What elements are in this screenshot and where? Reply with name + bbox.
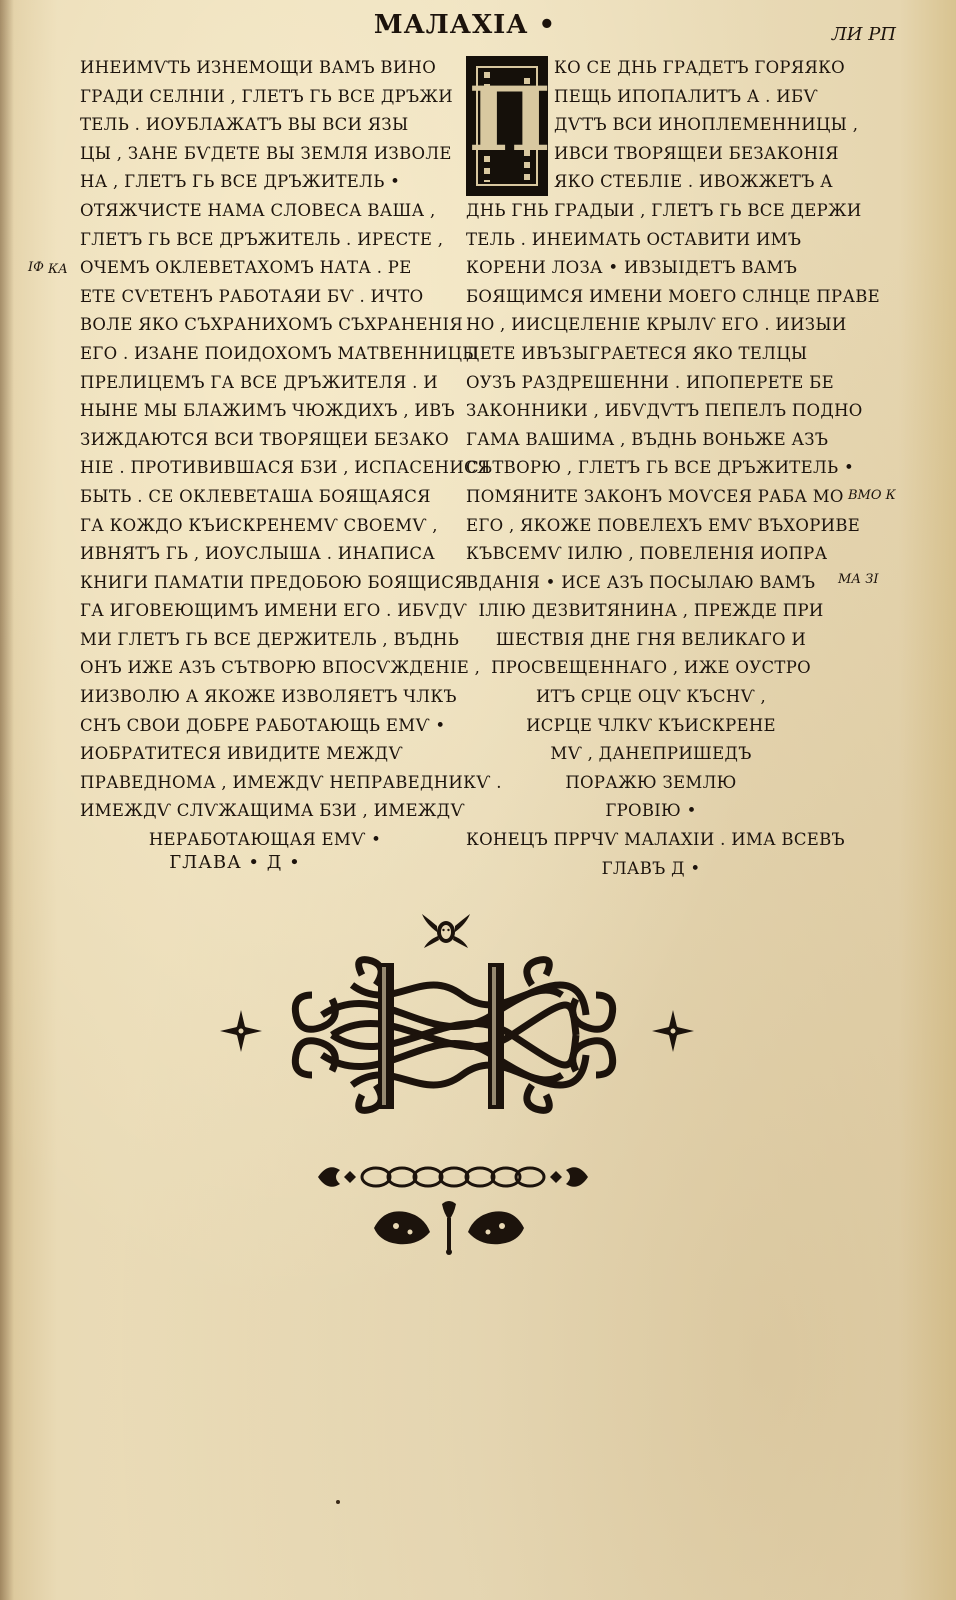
margin-note-left-1: ІФ <box>28 260 44 275</box>
text-line: ДЕТЕ ИВЪЗЫГРАЕТЕСЯ ЯКО ТЕЛЦЫ <box>466 343 808 363</box>
knotwork-ornament <box>292 955 616 1115</box>
text-line: БЫТЬ . СЕ ОКЛЕВЕТАША БОЯЩАЯСЯ <box>80 486 431 506</box>
text-line: ЗИЖДАЮТСЯ ВСИ ТВОРЯЩЕИ БЕЗАКО <box>80 429 449 449</box>
text-line: БОЯЩИМСЯ ИМЕНИ МОЕГО СЛНЦЕ ПРАВЕ <box>466 286 881 306</box>
text-line: ПЕЩЬ ИПОПАЛИТЪ А . ИБѴ <box>554 86 818 106</box>
rosette-ornament-right <box>652 1010 694 1052</box>
text-line: ЗАКОННИКИ , ИБѴДѴТЪ ПЕПЕЛЪ ПОДНО <box>466 401 863 421</box>
text-line: ЕГО . ИЗАНЕ ПОИДОХОМЪ МАТВЕННИЦЫ <box>80 343 479 363</box>
text-line: ГА КОЖДО КЪИСКРЕНЕМѴ СВОЕМѴ , <box>80 515 438 535</box>
drop-cap-letter: П <box>468 67 552 171</box>
margin-note-right-1: ВМО К <box>848 488 896 503</box>
margin-note-right-2: МА ЗІ <box>838 572 879 587</box>
text-line: НЕРАБОТАЮЩАЯ ЕМѴ • <box>148 830 382 850</box>
margin-note-left-2: КА <box>48 262 68 277</box>
text-line: ИТЪ СРЦЕ ОЦѴ КЪСНѴ , <box>535 687 767 707</box>
colophon-line: ГЛАВЪ Д • <box>601 858 701 878</box>
text-line: СЪТВОРЮ , ГЛЕТЪ ГЬ ВСЕ ДРЪЖИТЕЛЬ • <box>466 458 855 478</box>
text-line: КОРЕНИ ЛОЗА • ИВЗЫІДЕТЪ ВАМЪ <box>466 258 798 278</box>
text-line: ЦЫ , ЗАНЕ БѴДЕТЕ ВЫ ЗЕМЛЯ ИЗВОЛЕ <box>80 143 452 163</box>
text-line: ИОБРАТИТЕСЯ ИВИДИТЕ МЕЖДѴ <box>80 744 403 764</box>
text-line: ИВСИ ТВОРЯЩЕИ БЕЗАКОНІЯ <box>554 143 839 163</box>
spine-shadow <box>0 0 14 1600</box>
text-line: ИСРЦЕ ЧЛКѴ КЪИСКРЕНЕ <box>526 715 776 735</box>
text-line: ИВНЯТЪ ГЬ , ИОУСЛЫША . ИНАПИСА <box>80 544 436 564</box>
cherub-head-ornament <box>420 910 472 954</box>
text-line: НІЕ . ПРОТИВИВШАСЯ БЗИ , ИСПАСЕНИСЯ <box>80 458 491 478</box>
text-line: ІЛІЮ ДЕЗВИТЯНИНА , ПРЕЖДЕ ПРИ <box>478 601 824 621</box>
text-line: КЪВСЕМѴ ІИЛЮ , ПОВЕЛЕНІЯ ИОПРА <box>466 544 828 564</box>
text-line: ГЛЕТЪ ГЬ ВСЕ ДРЪЖИТЕЛЬ . ИРЕСТЕ , <box>80 229 444 249</box>
running-title: МАЛАХІА • <box>373 10 557 40</box>
text-line: ПОМЯНИТЕ ЗАКОНЪ МОѴСЕЯ РАБА МО <box>466 486 844 506</box>
text-line: ИНЕИМѴТЬ ИЗНЕМОЩИ ВАМЪ ВИНО <box>80 58 437 77</box>
text-line: ОНЪ ИЖЕ АЗЪ СЪТВОРЮ ВПОСѴЖДЕНІЕ , <box>80 658 481 678</box>
text-line: ЕГО , ЯКОЖЕ ПОВЕЛЕХЪ ЕМѴ ВЪХОРИВЕ <box>466 515 861 535</box>
text-line: НА , ГЛЕТЪ ГЬ ВСЕ ДРЪЖИТЕЛЬ • <box>80 172 401 192</box>
text-line: ГРОВІЮ • <box>605 801 697 821</box>
text-line: ИМЕЖДѴ СЛѴЖАЩИМА БЗИ , ИМЕЖДѴ <box>80 801 465 821</box>
text-line: ПРАВЕДНОМА , ИМЕЖДѴ НЕПРАВЕДНИКѴ . <box>80 772 502 792</box>
left-text-column <box>80 54 502 855</box>
text-line: ПРЕЛИЦЕМЪ ГА ВСЕ ДРЪЖИТЕЛЯ . И <box>80 372 438 392</box>
chapter-heading: ГЛАВА • Д • <box>169 852 301 873</box>
text-line: ВОЛЕ ЯКО СЪХРАНИХОМЪ СЪХРАНЕНІЯ <box>80 315 463 335</box>
text-line: ВДАНІЯ • ИСЕ АЗЪ ПОСЫЛАЮ ВАМЪ <box>466 572 816 592</box>
text-line: ШЕСТВІЯ ДНЕ ГНЯ ВЕЛИКАГО И <box>495 629 807 649</box>
text-line: ТЕЛЬ . ИОУБЛАЖАТЪ ВЫ ВСИ ЯЗЫ <box>80 115 409 135</box>
text-line: ОТЯЖЧИСТЕ НАМА СЛОВЕСА ВАША , <box>80 200 436 220</box>
text-line: ГА ИГОВЕЮЩИМЪ ИМЕНИ ЕГО . ИБѴДѴ <box>80 601 468 621</box>
text-line: МѴ , ДАНЕПРИШЕДЪ <box>550 744 752 764</box>
colophon-line: КОНЕЦЪ ПРРЧѴ МАЛАХІИ . ИМА ВСЕВЪ <box>466 830 845 850</box>
text-line: ДѴТЪ ВСИ ИНОПЛЕМЕННИЦЫ , <box>554 115 859 135</box>
ink-speck <box>336 1500 340 1504</box>
text-line: НЫНЕ МЫ БЛАЖИМЪ ЧЮЖДИХЪ , ИВЪ <box>80 401 455 421</box>
text-line: КО СЕ ДНЬ ГРАДЕТЪ ГОРЯЯКО <box>554 58 845 77</box>
text-line: ЕТЕ СѴЕТЕНЪ РАБОТАЯИ БѴ . ИЧТО <box>80 286 424 306</box>
text-line: ОУЗЪ РАЗДРЕШЕННИ . ИПОПЕРЕТЕ БЕ <box>466 372 834 392</box>
text-line: ОЧЕМЪ ОКЛЕВЕТАХОМЪ НАТА . РЕ <box>80 258 412 278</box>
text-line: ПРОСВЕЩЕННАГО , ИЖЕ ОУСТРО <box>491 658 811 678</box>
text-line: ДНЬ ГНЬ ГРАДЫИ , ГЛЕТЪ ГЬ ВСЕ ДЕРЖИ <box>466 200 862 220</box>
text-line: ТЕЛЬ . ИНЕИМАТЬ ОСТАВИТИ ИМЪ <box>466 229 802 249</box>
text-line: ГАМА ВАШИМА , ВЪДНЬ ВОНЬЖЕ АЗЪ <box>466 429 829 449</box>
text-line: ПОРАЖЮ ЗЕМЛЮ <box>565 772 737 792</box>
text-line: ЯКО СТЕБЛІЕ . ИВОЖЖЕТЪ А <box>554 172 833 192</box>
text-line: СНЪ СВОИ ДОБРЕ РАБОТАЮЩЬ ЕМѴ • <box>80 715 446 735</box>
folio-number: ЛИ РП <box>831 24 896 45</box>
text-line: КНИГИ ПАМАТІИ ПРЕДОБОЮ БОЯЩИСЯ <box>80 572 468 592</box>
text-line: МИ ГЛЕТЪ ГЬ ВСЕ ДЕРЖИТЕЛЬ , ВЪДНЬ <box>80 629 460 649</box>
text-line: НО , ИИСЦЕЛЕНІЕ КРЫЛѴ ЕГО . ИИЗЫИ <box>466 315 847 335</box>
text-line: ИИЗВОЛЮ А ЯКОЖЕ ИЗВОЛЯЕТЪ ЧЛКЪ <box>80 687 457 707</box>
floral-tailpiece-ornament <box>374 1198 524 1256</box>
chain-band-ornament <box>318 1160 588 1194</box>
text-line: ГРАДИ СЕЛНІИ , ГЛЕТЪ ГЬ ВСЕ ДРЪЖИ <box>80 86 453 106</box>
rosette-ornament-left <box>220 1010 262 1052</box>
